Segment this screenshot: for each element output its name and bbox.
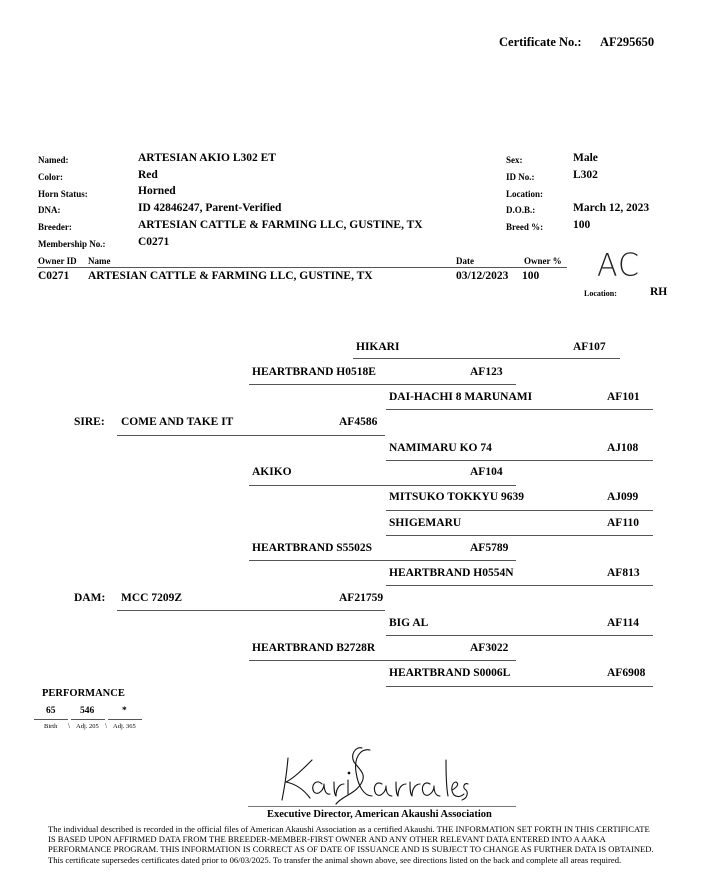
animal-name: ARTESIAN AKIO L302 ET (138, 152, 276, 164)
pedigree-sire-id: AF4586 (339, 416, 378, 428)
owner-pct-header: Owner % (524, 256, 562, 266)
pedigree-dam-dam-id: AF3022 (470, 642, 509, 654)
horn-status: Horned (138, 185, 176, 197)
pedigree-rule (386, 409, 653, 410)
performance-rule (34, 719, 68, 720)
id-label: ID No.: (506, 172, 535, 182)
pedigree-gen3-6-id: AF114 (607, 617, 639, 629)
breed-pct-label: Breed %: (506, 222, 544, 232)
dam-label: DAM: (74, 592, 106, 604)
pedigree-sire-sire-id: AF123 (470, 366, 503, 378)
owner-id: C0271 (38, 270, 70, 282)
performance-adj205: 546 (80, 706, 95, 716)
dna-label: DNA: (38, 205, 61, 215)
pedigree-gen3-2: NAMIMARU KO 74 (389, 442, 492, 454)
id-value: L302 (573, 169, 598, 181)
horn-status-label: Horn Status: (38, 189, 88, 199)
pedigree-gen3-4-id: AF110 (607, 517, 639, 529)
sire-label: SIRE: (74, 416, 105, 428)
pedigree-gen3-3-id: AJ099 (607, 491, 639, 503)
dna-value: ID 42846247, Parent-Verified (138, 202, 282, 214)
pedigree-rule (249, 660, 516, 661)
owner-header-rule (37, 267, 567, 268)
pedigree-gen3-5: HEARTBRAND H0554N (389, 567, 514, 579)
dob-value: March 12, 2023 (573, 202, 650, 214)
owner-pct: 100 (522, 270, 540, 282)
pedigree-rule (386, 585, 653, 586)
performance-adj205-label: Adj. 205 (76, 723, 99, 730)
pedigree-dam-sire: HEARTBRAND S5502S (252, 542, 373, 554)
breed-pct-value: 100 (573, 219, 591, 231)
owner-location-label: Location: (584, 289, 617, 298)
pedigree-gen3-1-id: AF101 (607, 391, 640, 403)
pedigree-dam-id: AF21759 (339, 592, 384, 604)
handwritten-initials: AC (597, 247, 640, 284)
pedigree-rule (386, 535, 653, 536)
pedigree-gen3-2-id: AJ108 (607, 442, 639, 454)
breeder-label: Breeder: (38, 222, 72, 232)
animal-color: Red (138, 169, 158, 181)
owner-name-header: Name (88, 256, 111, 266)
certificate-number: AF295650 (600, 35, 655, 49)
pedigree-ss-sire-id: AF107 (573, 341, 606, 353)
breeder-value: ARTESIAN CATTLE & FARMING LLC, GUSTINE, TX (138, 219, 423, 231)
membership-label: Membership No.: (38, 239, 106, 249)
pedigree-gen3-4: SHIGEMARU (389, 517, 462, 529)
owner-location: RH (650, 286, 668, 298)
pedigree-rule (249, 560, 516, 561)
owner-id-header: Owner ID (38, 256, 77, 266)
pedigree-sire-dam: AKIKO (252, 466, 292, 478)
pedigree-gen3-3: MITSUKO TOKKYU 9639 (389, 491, 525, 503)
pedigree-rule (386, 686, 653, 687)
signature-image (270, 740, 470, 808)
pedigree-sire: COME AND TAKE IT (121, 416, 234, 428)
pedigree-rule (386, 635, 653, 636)
disclaimer-text: The individual described is recorded in the official files of American Akaushi Association as a certified Akaushi. THE INFORMATION SET FORTH IN THIS CERTIFICATE IS BASED UPON AFFIRMED DATA FROM THE BREEDER-MEMBER-FIRST OWNER AND ANY OTHER RELEVANT DATA ENTERED INTO A AAKA PERFORMANCE PROGRAM. THIS INFORMATION IS CORRECT AS OF DATE OF ISSUANCE AND IS SUBJECT TO CHANGE AS FURTHER DATA IS OBTAINED. This certificate supersedes certificates dated prior to 06/03/2025. To transfer the animal shown above, see directions listed on the back and complete all areas required. (48, 824, 654, 865)
membership-value: C0271 (138, 236, 170, 248)
pedigree-dam-sire-id: AF5789 (470, 542, 509, 554)
signature-rule (248, 806, 516, 807)
owner-name: ARTESIAN CATTLE & FARMING LLC, GUSTINE, TX (88, 270, 373, 282)
sex-value: Male (573, 152, 598, 164)
pedigree-gen3-6: BIG AL (389, 617, 429, 629)
color-label: Color: (38, 172, 63, 182)
performance-rule (108, 719, 142, 720)
pedigree-gen3-7-id: AF6908 (607, 667, 646, 679)
pedigree-rule (249, 384, 516, 385)
performance-birth-label: Birth (44, 723, 58, 730)
performance-rule (71, 719, 105, 720)
pedigree-rule (386, 460, 653, 461)
sex-label: Sex: (506, 155, 523, 165)
pedigree-gen3-5-id: AF813 (607, 567, 640, 579)
performance-separator: \ (105, 722, 107, 730)
pedigree-rule (249, 485, 516, 486)
pedigree-ss-sire: HIKARI (356, 341, 400, 353)
pedigree-gen3-7: HEARTBRAND S0006L (389, 667, 511, 679)
pedigree-rule (117, 610, 385, 611)
pedigree-rule (353, 358, 620, 359)
owner-date-header: Date (456, 256, 474, 266)
pedigree-sire-dam-id: AF104 (470, 466, 503, 478)
signature-title: Executive Director, American Akaushi Association (267, 809, 492, 820)
pedigree-dam-dam: HEARTBRAND B2728R (252, 642, 376, 654)
certificate-number-label: Certificate No.: (499, 35, 582, 49)
pedigree-rule (386, 510, 653, 511)
performance-separator: \ (68, 722, 70, 730)
performance-birth: 65 (46, 706, 56, 716)
owner-date: 03/12/2023 (456, 270, 509, 282)
pedigree-sire-sire: HEARTBRAND H0518E (252, 366, 376, 378)
pedigree-gen3-1: DAI-HACHI 8 MARUNAMI (389, 391, 533, 403)
performance-title: PERFORMANCE (42, 688, 125, 699)
pedigree-dam: MCC 7209Z (121, 592, 183, 604)
location-label: Location: (506, 189, 543, 199)
performance-adj365: * (122, 706, 127, 716)
pedigree-rule (117, 435, 385, 436)
performance-adj365-label: Adj. 365 (113, 723, 136, 730)
named-label: Named: (38, 155, 69, 165)
dob-label: D.O.B.: (506, 205, 536, 215)
